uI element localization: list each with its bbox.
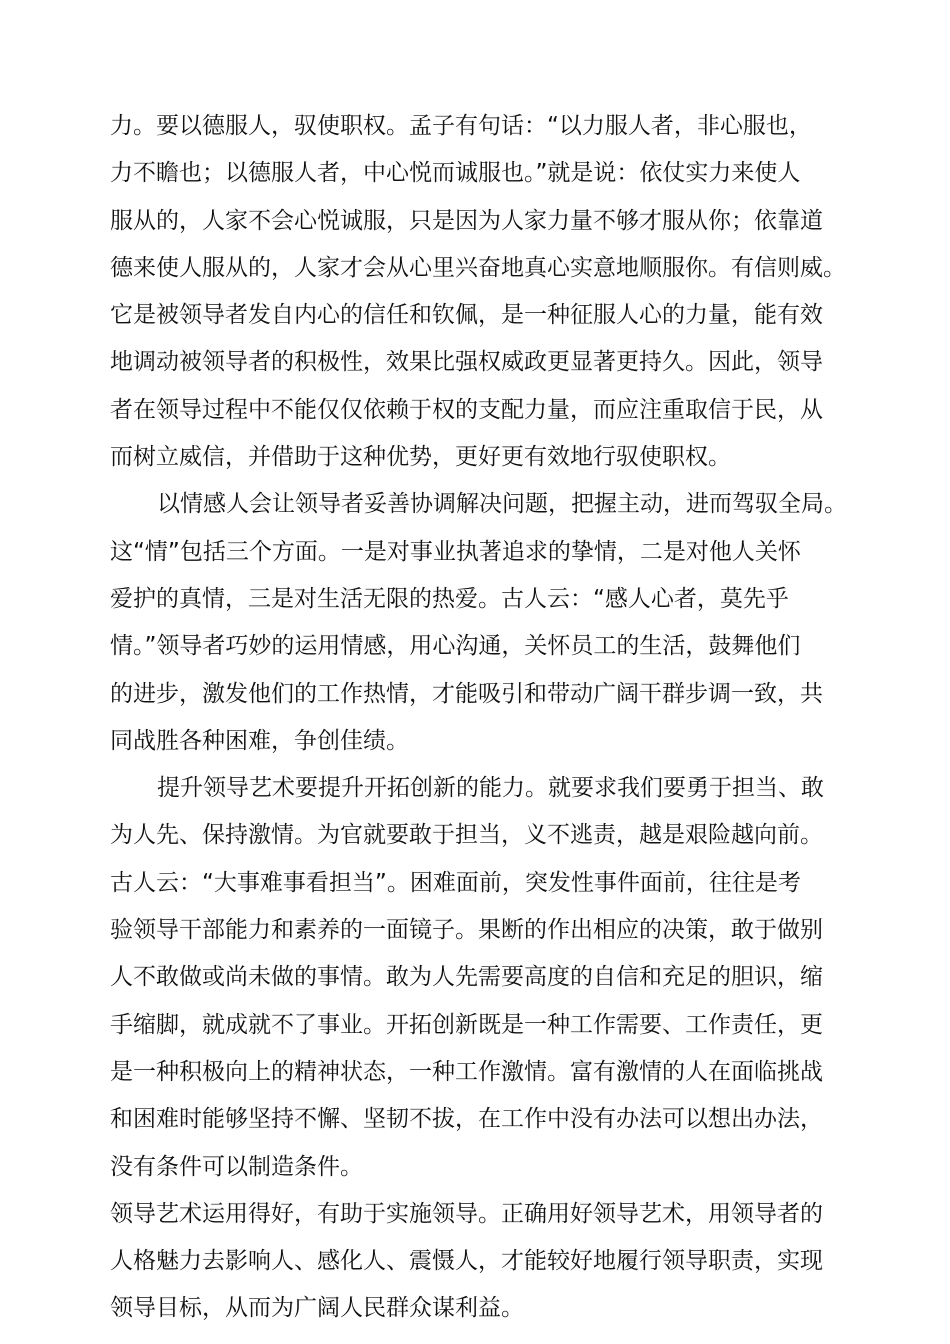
text-line: 者在领导过程中不能仅仅依赖于权的支配力量，而应注重取信于民，从 (110, 396, 823, 423)
text-line: 它是被领导者发自内心的信任和钦佩，是一种征服人心的力量，能有效 (110, 302, 823, 329)
text-line: 爱护的真情，三是对生活无限的热爱。古人云：“感人心者，莫先乎 (110, 585, 789, 612)
paragraph-start-line: 提升领导艺术要提升开拓创新的能力。就要求我们要勇于担当、敢 (157, 775, 824, 802)
text-line: 人不敢做或尚未做的事情。敢为人先需要高度的自信和充足的胆识，缩 (110, 964, 823, 991)
document-body (110, 103, 870, 1333)
text-line: 古人云：“大事难事看担当”。困难面前，突发性事件面前，往往是考 (110, 869, 801, 896)
paragraph-start-line: 领导艺术运用得好，有助于实施领导。正确用好领导艺术，用领导者的 (110, 1200, 823, 1227)
text-line: 力不瞻也；以德服人者，中心悦而诚服也。”就是说：依仗实力来使人 (110, 160, 801, 187)
text-line: 的进步，激发他们的工作热情，才能吸引和带动广阔干群步调一致，共 (110, 680, 823, 707)
text-line: 而树立威信，并借助于这种优势，更好更有效地行驭使职权。 (110, 444, 731, 471)
text-line: 地调动被领导者的积极性，效果比强权威政更显著更持久。因此，领导 (110, 349, 823, 376)
text-line: 是一种积极向上的精神状态，一种工作激情。富有激情的人在面临挑战 (110, 1058, 823, 1085)
text-line: 服从的，人家不会心悦诚服，只是因为人家力量不够才服从你；依靠道 (110, 207, 823, 234)
text-line: 力。要以德服人，驭使职权。孟子有句话：“以力服人者，非心服也， (110, 113, 812, 139)
text-line: 人格魅力去影响人、感化人、震慑人，才能较好地履行领导职责，实现 (110, 1248, 823, 1275)
text-line: 领导目标，从而为广阔人民群众谋利益。 (110, 1295, 524, 1322)
text-line: 手缩脚，就成就不了事业。开拓创新既是一种工作需要、工作责任，更 (110, 1011, 823, 1038)
text-line: 验领导干部能力和素养的一面镜子。果断的作出相应的决策，敢于做别 (110, 917, 823, 944)
text-line: 同战胜各种困难，争创佳绩。 (110, 727, 409, 754)
text-line: 没有条件可以制造条件。 (110, 1153, 363, 1180)
text-line: 德来使人服从的，人家才会从心里兴奋地真心实意地顺服你。有信则威。 (110, 254, 846, 281)
text-line: 这“情”包括三个方面。一是对事业执著追求的挚情，二是对他人关怀 (110, 538, 801, 565)
paragraph-start-line: 以情感人会让领导者妥善协调解决问题，把握主动，进而驾驭全局。 (157, 491, 847, 518)
text-line: 情。”领导者巧妙的运用情感，用心沟通，关怀员工的生活，鼓舞他们 (110, 633, 801, 660)
text-line: 为人先、保持激情。为官就要敢于担当，义不逃责，越是艰险越向前。 (110, 822, 823, 849)
text-line: 和困难时能够坚持不懈、坚韧不拔，在工作中没有办法可以想出办法， (110, 1106, 823, 1133)
